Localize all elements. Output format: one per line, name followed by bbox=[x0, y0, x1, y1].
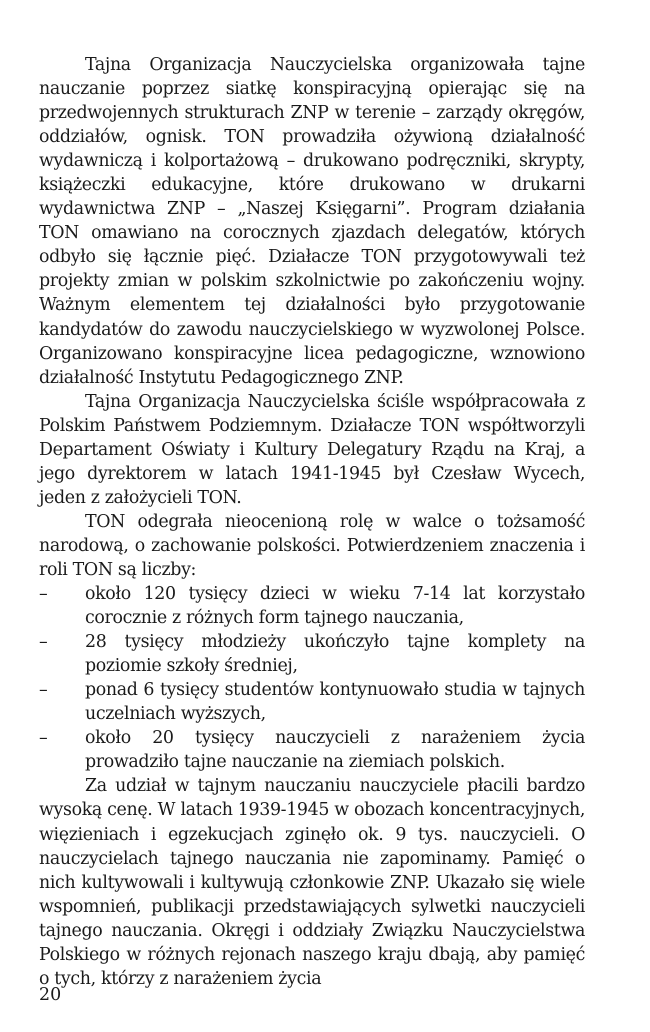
list-item-text: około 20 tysięcy nauczycieli z narażeniem życia prowadziło tajne nauczanie na ziemiach polskich. bbox=[85, 728, 585, 773]
list-item bbox=[39, 582, 585, 630]
list-dash: – bbox=[39, 728, 48, 749]
list-item-text: 28 tysięcy młodzieży ukończyło tajne komplety na poziomie szkoły średniej, bbox=[85, 632, 585, 677]
paragraph-underground-state: Tajna Organizacja Nauczycielska ściśle współpracowała z Polskim Państwem Podziemnym. Działacze TON współtworzyli Departament Oświaty i Kultury Delegatury Rządu na Kraj, a jego dyrektorem w latach 1941-1945 był Czesław Wycech, jeden z założycieli TON. bbox=[39, 391, 585, 508]
list-item bbox=[39, 630, 585, 678]
list-dash: – bbox=[39, 680, 48, 701]
list-dash: – bbox=[39, 584, 48, 605]
list-item bbox=[39, 726, 585, 774]
list-item bbox=[39, 678, 585, 726]
list-item-text: ponad 6 tysięcy studentów kontynuowało studia w tajnych uczelniach wyższych, bbox=[85, 680, 585, 725]
paragraph-ton-activities: Tajna Organizacja Nauczycielska organizowała tajne nauczanie poprzez siatkę konspiracyjną opierając się na przedwojennych strukturach ZNP w terenie – zarządy okręgów, oddziałów, ognisk. TON prowadziła ożywioną działalność wydawniczą i kolportażową – drukowano podręczniki, skrypty, książeczki edukacyjne, które drukowano w drukarni wydawnictwa ZNP – „Naszej Księgarni”. Program działania TON omawiano na corocznych zjazdach delegatów, których odbyło się łącznie pięć. Działacze TON przygotowywali też projekty zmian w polskim szkolnictwie po zakończeniu wojny. Ważnym elementem tej działalności było przygotowanie kandydatów do zawodu nauczycielskiego w wyzwolonej Polsce. Organizowano konspiracyjne licea pedagogiczne, wznowiono działalność Instytutu Pedagogicznego ZNP. bbox=[39, 55, 585, 388]
paragraph-national-identity: TON odegrała nieocenioną rolę w walce o tożsamość narodową, o zachowanie polskości. Potwierdzeniem znaczenia i roli TON są liczby: bbox=[39, 511, 585, 580]
page-number: 20 bbox=[39, 985, 62, 1005]
paragraph-price-paid: Za udział w tajnym nauczaniu nauczyciele płacili bardzo wysoką cenę. W latach 1939-1945 w obozach koncentracyjnych, więzieniach i egzekucjach zginęło ok. 9 tys. nauczycieli. O nauczycielach tajnego nauczania nie zapominamy. Pamięć o nich kultywowali i kultywują członkowie ZNP. Ukazało się wiele wspomnień, publikacji przedstawiających sylwetki nauczycieli tajnego nauczania. Okręgi i oddziały Związku Nauczycielstwa Polskiego w różnych rejonach naszego kraju dbają, aby pamięć o tych, którzy z narażeniem życia bbox=[39, 776, 585, 989]
list-dash: – bbox=[39, 632, 48, 653]
body-text bbox=[39, 53, 585, 991]
list-item-text: około 120 tysięcy dzieci w wieku 7-14 lat korzystało corocznie z różnych form tajnego nauczania, bbox=[85, 584, 585, 629]
